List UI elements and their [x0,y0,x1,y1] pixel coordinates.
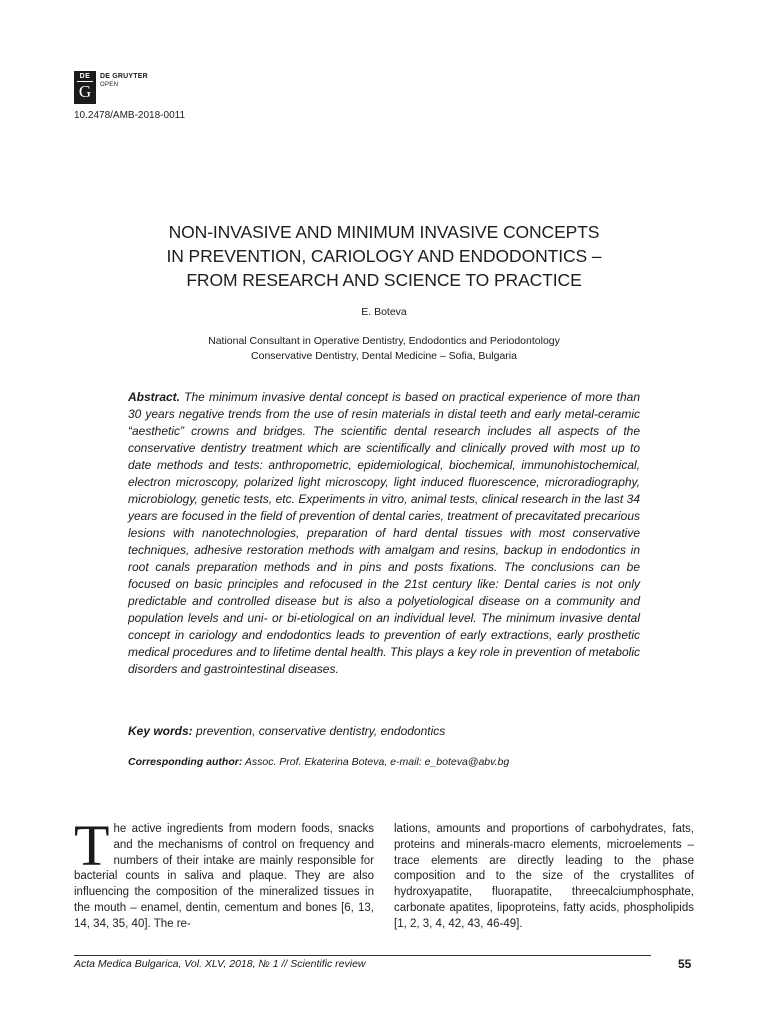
logo-mark [74,71,96,104]
footer-rule [74,955,651,956]
doi: 10.2478/AMB-2018-0011 [74,110,186,121]
body-text-left: he active ingredients from modern foods, snacks and the mechanisms of control on frequency and numbers of their intake are mainly responsible for bacterial counts in saliva and plaque. They are also influencing the composition of the mineralized tissues in the mouth – enamel, dentin, cementum and bones [6, 13, 14, 34, 35, 40]. The re- [74,823,374,930]
corresponding-author [128,756,640,768]
logo-sub: OPEN [100,82,119,88]
title-line: FROM RESEARCH AND SCIENCE TO PRACTICE [186,270,582,290]
drop-cap: T [74,813,110,878]
keywords-label: Key words: [128,724,193,738]
logo-name: DE GRUYTER [100,73,148,80]
body-column-right [394,822,694,933]
keywords-text: prevention, conservative dentistry, endodontics [196,724,446,738]
body-column-left [74,813,374,933]
corresponding-text: Assoc. Prof. Ekaterina Boteva, e-mail: e_boteva@abv.bg [244,756,510,768]
title-line: IN PREVENTION, CARIOLOGY AND ENDODONTICS – [166,246,602,266]
publisher-logo [74,71,148,104]
corresponding-label: Corresponding author: [128,756,243,768]
title-line: NON-INVASIVE AND MINIMUM INVASIVE CONCEPTS [168,222,600,242]
journal-footer: Acta Medica Bulgarica, Vol. XLV, 2018, № 1 // Scientific review [74,958,366,970]
article-title [90,220,678,292]
keywords [128,724,640,738]
logo-wordmark [100,73,148,89]
logo-g-letter: G [78,82,92,101]
affiliation [0,334,768,364]
page-number: 55 [678,957,692,971]
affiliation-line: Conservative Dentistry, Dental Medicine – Sofia, Bulgaria [251,350,517,362]
affiliation-line: National Consultant in Operative Dentistry, Endodontics and Periodontology [208,335,560,347]
author: E. Boteva [361,306,407,318]
abstract-label: Abstract. [128,390,181,404]
body-text-right: lations, amounts and proportions of carbohydrates, fats, proteins and minerals-macro elements, microelements – trace elements are directly leading to the phase composition and to the size of the crystallites of hydroxyapatite, fluorapatite, threecalciumphosphate, carbonate apatites, lipoproteins, fatty acids, phospholipids [1, 2, 3, 4, 42, 43, 46-49]. [394,823,694,930]
abstract-text: The minimum invasive dental concept is based on practical experience of more than 30 years negative trends from the use of resin materials in distal teeth and early metal-ceramic “aesthetic” crowns and bridges. The scientific dental research includes all aspects of the conservative dentistry treatment which are scientifically and clinically proved with most up to date methods and tests: anthropometric, epidemiological, biochemical, immunohistochemical, electron microscopy, polarized light microscopy, light induced fluorescence, microradiography, microbiology, genetic tests, etc. Experiments in vitro, animal tests, clinical research in the last 34 years are focused in the field of prevention of dental caries, treatment of precavitated precarious lesions with nanotechnologies, preparation of hard dental tissues with most conservative techniques, adhesive restoration methods with amalgam and resins, backup in endodontics in root canals preparation methods and in pins and posts fixations. The conclusions can be focused on basic principles and refocused in the 21st century like: Dental caries is not only predictable and controlled disease but is also a polyetiological disease on a community and population levels and uni- or bi-etiological on an individual level. The minimum invasive dental concept in cariology and endodontics leads to prevention of early extractions, early prosthetic medical procedures and to lifetime dental health. This plays a key role in prevention of metabolic disorders and gastrointestinal diseases. [128,390,640,676]
abstract [128,389,640,678]
logo-de-text: DE [79,73,91,80]
